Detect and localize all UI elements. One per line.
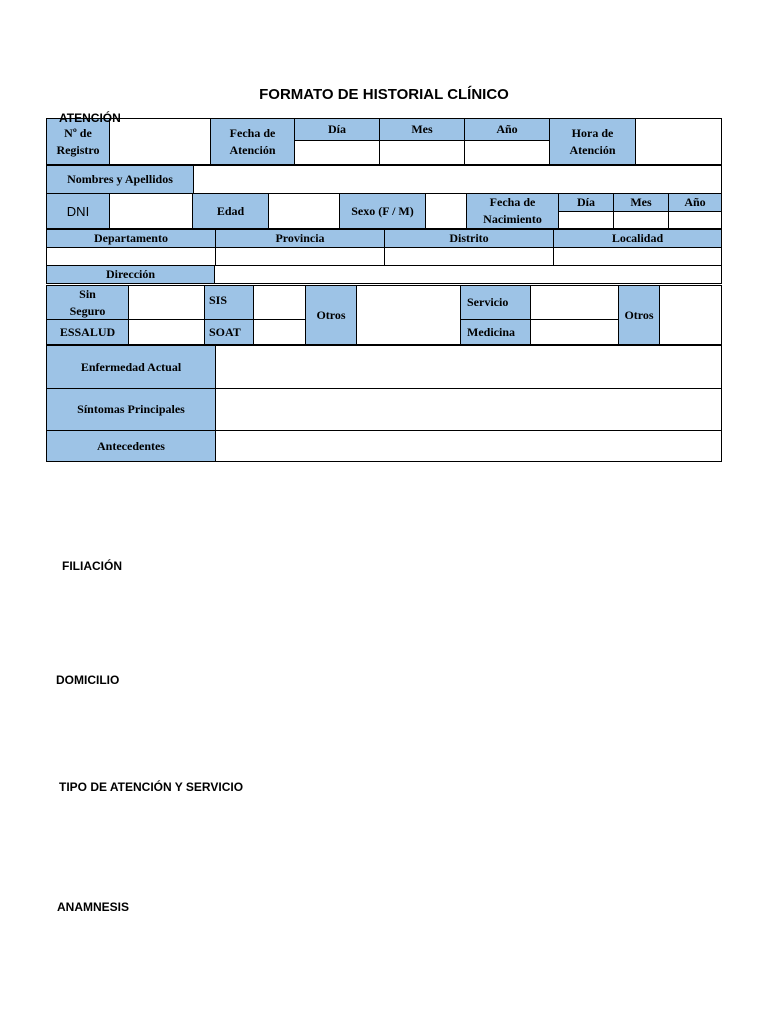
nacimiento-dia-label: Día [558,193,614,212]
sin-seguro-field[interactable] [128,285,205,320]
nacimiento-mes-label: Mes [613,193,669,212]
essalud-label: ESSALUD [46,319,129,345]
edad-label: Edad [192,193,269,229]
provincia-label: Provincia [215,229,385,248]
otros-servicio-label: Otros [618,285,660,345]
medicina-label: Medicina [460,319,531,345]
sis-field[interactable] [253,285,306,320]
section-label-domicilio: DOMICILIO [56,673,120,687]
sis-label: SIS [204,285,254,320]
fecha-atencion-label: Fecha de Atención [210,118,295,165]
departamento-field[interactable] [46,247,216,266]
essalud-field[interactable] [128,319,205,345]
registro-label: Nº de Registro [46,118,110,165]
atencion-anio-field[interactable] [464,140,550,165]
departamento-label: Departamento [46,229,216,248]
edad-field[interactable] [268,193,340,229]
distrito-field[interactable] [384,247,554,266]
atencion-mes-field[interactable] [379,140,465,165]
hora-atencion-label: Hora de Atención [549,118,636,165]
otros-servicio-field[interactable] [659,285,722,345]
enfermedad-label: Enfermedad Actual [46,345,216,389]
direccion-label: Dirección [46,265,215,284]
registro-field[interactable] [109,118,211,165]
nombres-field[interactable] [193,165,722,194]
servicio-label: Servicio [460,285,531,320]
nacimiento-mes-field[interactable] [613,211,669,229]
atencion-anio-label: Año [464,118,550,141]
section-label-tipo: TIPO DE ATENCIÓN Y SERVICIO [59,780,244,794]
page-title: FORMATO DE HISTORIAL CLÍNICO [259,86,509,103]
antecedentes-label: Antecedentes [46,430,216,462]
sintomas-field[interactable] [215,388,722,431]
hora-atencion-field[interactable] [635,118,722,165]
otros-seguro-label: Otros [305,285,357,345]
sexo-field[interactable] [425,193,467,229]
nacimiento-label: Fecha de Nacimiento [466,193,559,229]
section-label-atencion: ATENCIÓN [59,111,121,125]
localidad-field[interactable] [553,247,722,266]
medicina-field[interactable] [530,319,619,345]
section-label-filiacion: FILIACIÓN [62,559,122,573]
soat-field[interactable] [253,319,306,345]
nacimiento-anio-field[interactable] [668,211,722,229]
nombres-label: Nombres y Apellidos [46,165,194,194]
localidad-label: Localidad [553,229,722,248]
sin-seguro-label: Sin Seguro [46,285,129,320]
atencion-mes-label: Mes [379,118,465,141]
dni-field[interactable] [109,193,193,229]
nacimiento-dia-field[interactable] [558,211,614,229]
distrito-label: Distrito [384,229,554,248]
otros-seguro-field[interactable] [356,285,461,345]
soat-label: SOAT [204,319,254,345]
sintomas-label: Síntomas Principales [46,388,216,431]
antecedentes-field[interactable] [215,430,722,462]
dni-label: DNI [46,193,110,229]
enfermedad-field[interactable] [215,345,722,389]
provincia-field[interactable] [215,247,385,266]
section-label-anamnesis: ANAMNESIS [57,900,130,914]
sexo-label: Sexo (F / M) [339,193,426,229]
atencion-dia-label: Día [294,118,380,141]
direccion-field[interactable] [214,265,722,284]
nacimiento-anio-label: Año [668,193,722,212]
servicio-field[interactable] [530,285,619,320]
atencion-dia-field[interactable] [294,140,380,165]
